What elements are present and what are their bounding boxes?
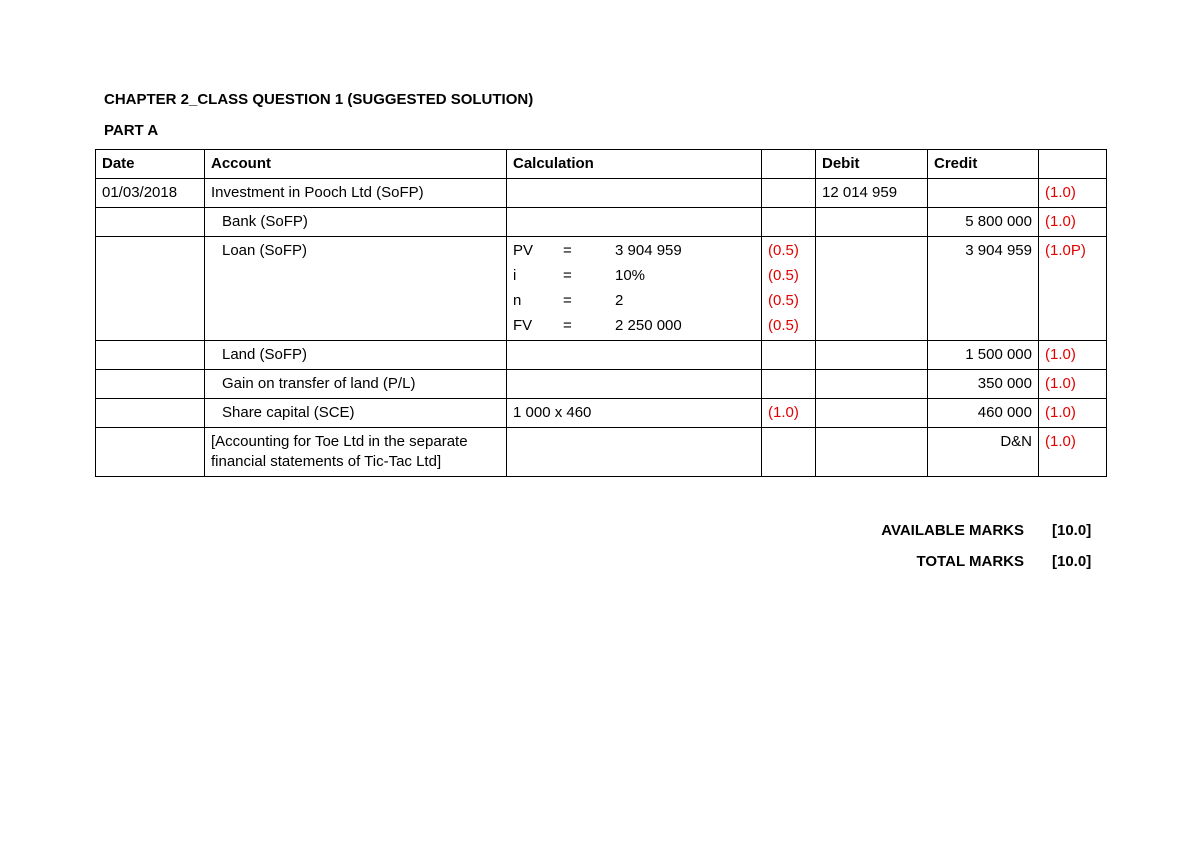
cell-calculation [507, 370, 762, 399]
calc-mark: (0.5) [768, 292, 799, 309]
calc-label: FV [513, 317, 533, 334]
table-row [96, 208, 1107, 237]
cell-calculation [507, 341, 762, 370]
table-row [96, 428, 1107, 477]
total-marks-row [0, 553, 1200, 573]
table-row [96, 370, 1107, 399]
cell-debit [816, 399, 928, 428]
cell-date [96, 399, 205, 428]
cell-credit: 350 000 [928, 370, 1039, 399]
cell-debit [816, 237, 928, 341]
header-mark [1039, 150, 1107, 179]
calc-mark: (0.5) [768, 242, 799, 259]
cell-date [96, 341, 205, 370]
table-header-row [96, 150, 1107, 179]
loan-calculation-grid [513, 241, 755, 336]
calc-operator: = [563, 242, 572, 259]
available-marks-row [0, 522, 1200, 542]
table-row [96, 179, 1107, 208]
cell-credit: D&N [928, 428, 1039, 477]
cell-calc-mark: (1.0) [762, 399, 816, 428]
cell-mark: (1.0P) [1039, 237, 1107, 341]
cell-date [96, 370, 205, 399]
table-row [96, 399, 1107, 428]
cell-calculation [507, 237, 762, 341]
calc-operator: = [563, 292, 572, 309]
calc-mark-stack [768, 241, 809, 336]
total-marks-value: [10.0] [1052, 553, 1092, 570]
cell-debit [816, 208, 928, 237]
cell-date [96, 237, 205, 341]
cell-account: Share capital (SCE) [205, 399, 507, 428]
cell-calc-mark [762, 179, 816, 208]
calc-label: n [513, 292, 522, 309]
calc-value: 2 250 000 [615, 317, 682, 334]
cell-debit [816, 428, 928, 477]
calc-label: i [513, 267, 517, 284]
cell-date: 01/03/2018 [96, 179, 205, 208]
cell-date [96, 428, 205, 477]
cell-calculation: 1 000 x 460 [507, 399, 762, 428]
cell-mark: (1.0) [1039, 399, 1107, 428]
table-row [96, 341, 1107, 370]
cell-credit: 5 800 000 [928, 208, 1039, 237]
available-marks-label: AVAILABLE MARKS [881, 522, 1024, 539]
header-calc-mark [762, 150, 816, 179]
journal-table [95, 149, 1107, 477]
header-calculation: Calculation [507, 150, 762, 179]
cell-debit [816, 341, 928, 370]
available-marks-value: [10.0] [1052, 522, 1092, 539]
cell-calc-mark [762, 370, 816, 399]
cell-calc-mark [762, 208, 816, 237]
page-title: CHAPTER 2_CLASS QUESTION 1 (SUGGESTED SOLUTION) [104, 91, 534, 108]
cell-account: Land (SoFP) [205, 341, 507, 370]
cell-calc-mark [762, 341, 816, 370]
cell-account: Gain on transfer of land (P/L) [205, 370, 507, 399]
cell-calculation [507, 179, 762, 208]
calc-mark: (0.5) [768, 317, 799, 334]
cell-calculation [507, 428, 762, 477]
cell-calc-mark [762, 428, 816, 477]
cell-credit: 3 904 959 [928, 237, 1039, 341]
calc-value: 2 [615, 292, 624, 309]
calc-operator: = [563, 267, 572, 284]
header-date: Date [96, 150, 205, 179]
cell-credit: 1 500 000 [928, 341, 1039, 370]
cell-credit [928, 179, 1039, 208]
cell-mark: (1.0) [1039, 370, 1107, 399]
cell-credit: 460 000 [928, 399, 1039, 428]
cell-calc-mark [762, 237, 816, 341]
calc-value: 3 904 959 [615, 242, 682, 259]
cell-mark: (1.0) [1039, 341, 1107, 370]
calc-mark: (0.5) [768, 267, 799, 284]
header-debit: Debit [816, 150, 928, 179]
cell-mark: (1.0) [1039, 179, 1107, 208]
part-title: PART A [104, 122, 159, 139]
cell-mark: (1.0) [1039, 428, 1107, 477]
calc-value: 10% [615, 267, 646, 284]
cell-mark: (1.0) [1039, 208, 1107, 237]
total-marks-label: TOTAL MARKS [916, 553, 1024, 570]
cell-account: [Accounting for Toe Ltd in the separate financial statements of Tic-Tac Ltd] [205, 428, 507, 477]
calc-label: PV [513, 242, 534, 259]
cell-debit [816, 370, 928, 399]
calc-operator: = [563, 317, 572, 334]
cell-calculation [507, 208, 762, 237]
cell-account: Bank (SoFP) [205, 208, 507, 237]
cell-debit: 12 014 959 [816, 179, 928, 208]
table-row [96, 237, 1107, 341]
cell-account: Loan (SoFP) [205, 237, 507, 341]
header-account: Account [205, 150, 507, 179]
header-credit: Credit [928, 150, 1039, 179]
cell-account: Investment in Pooch Ltd (SoFP) [205, 179, 507, 208]
cell-date [96, 208, 205, 237]
